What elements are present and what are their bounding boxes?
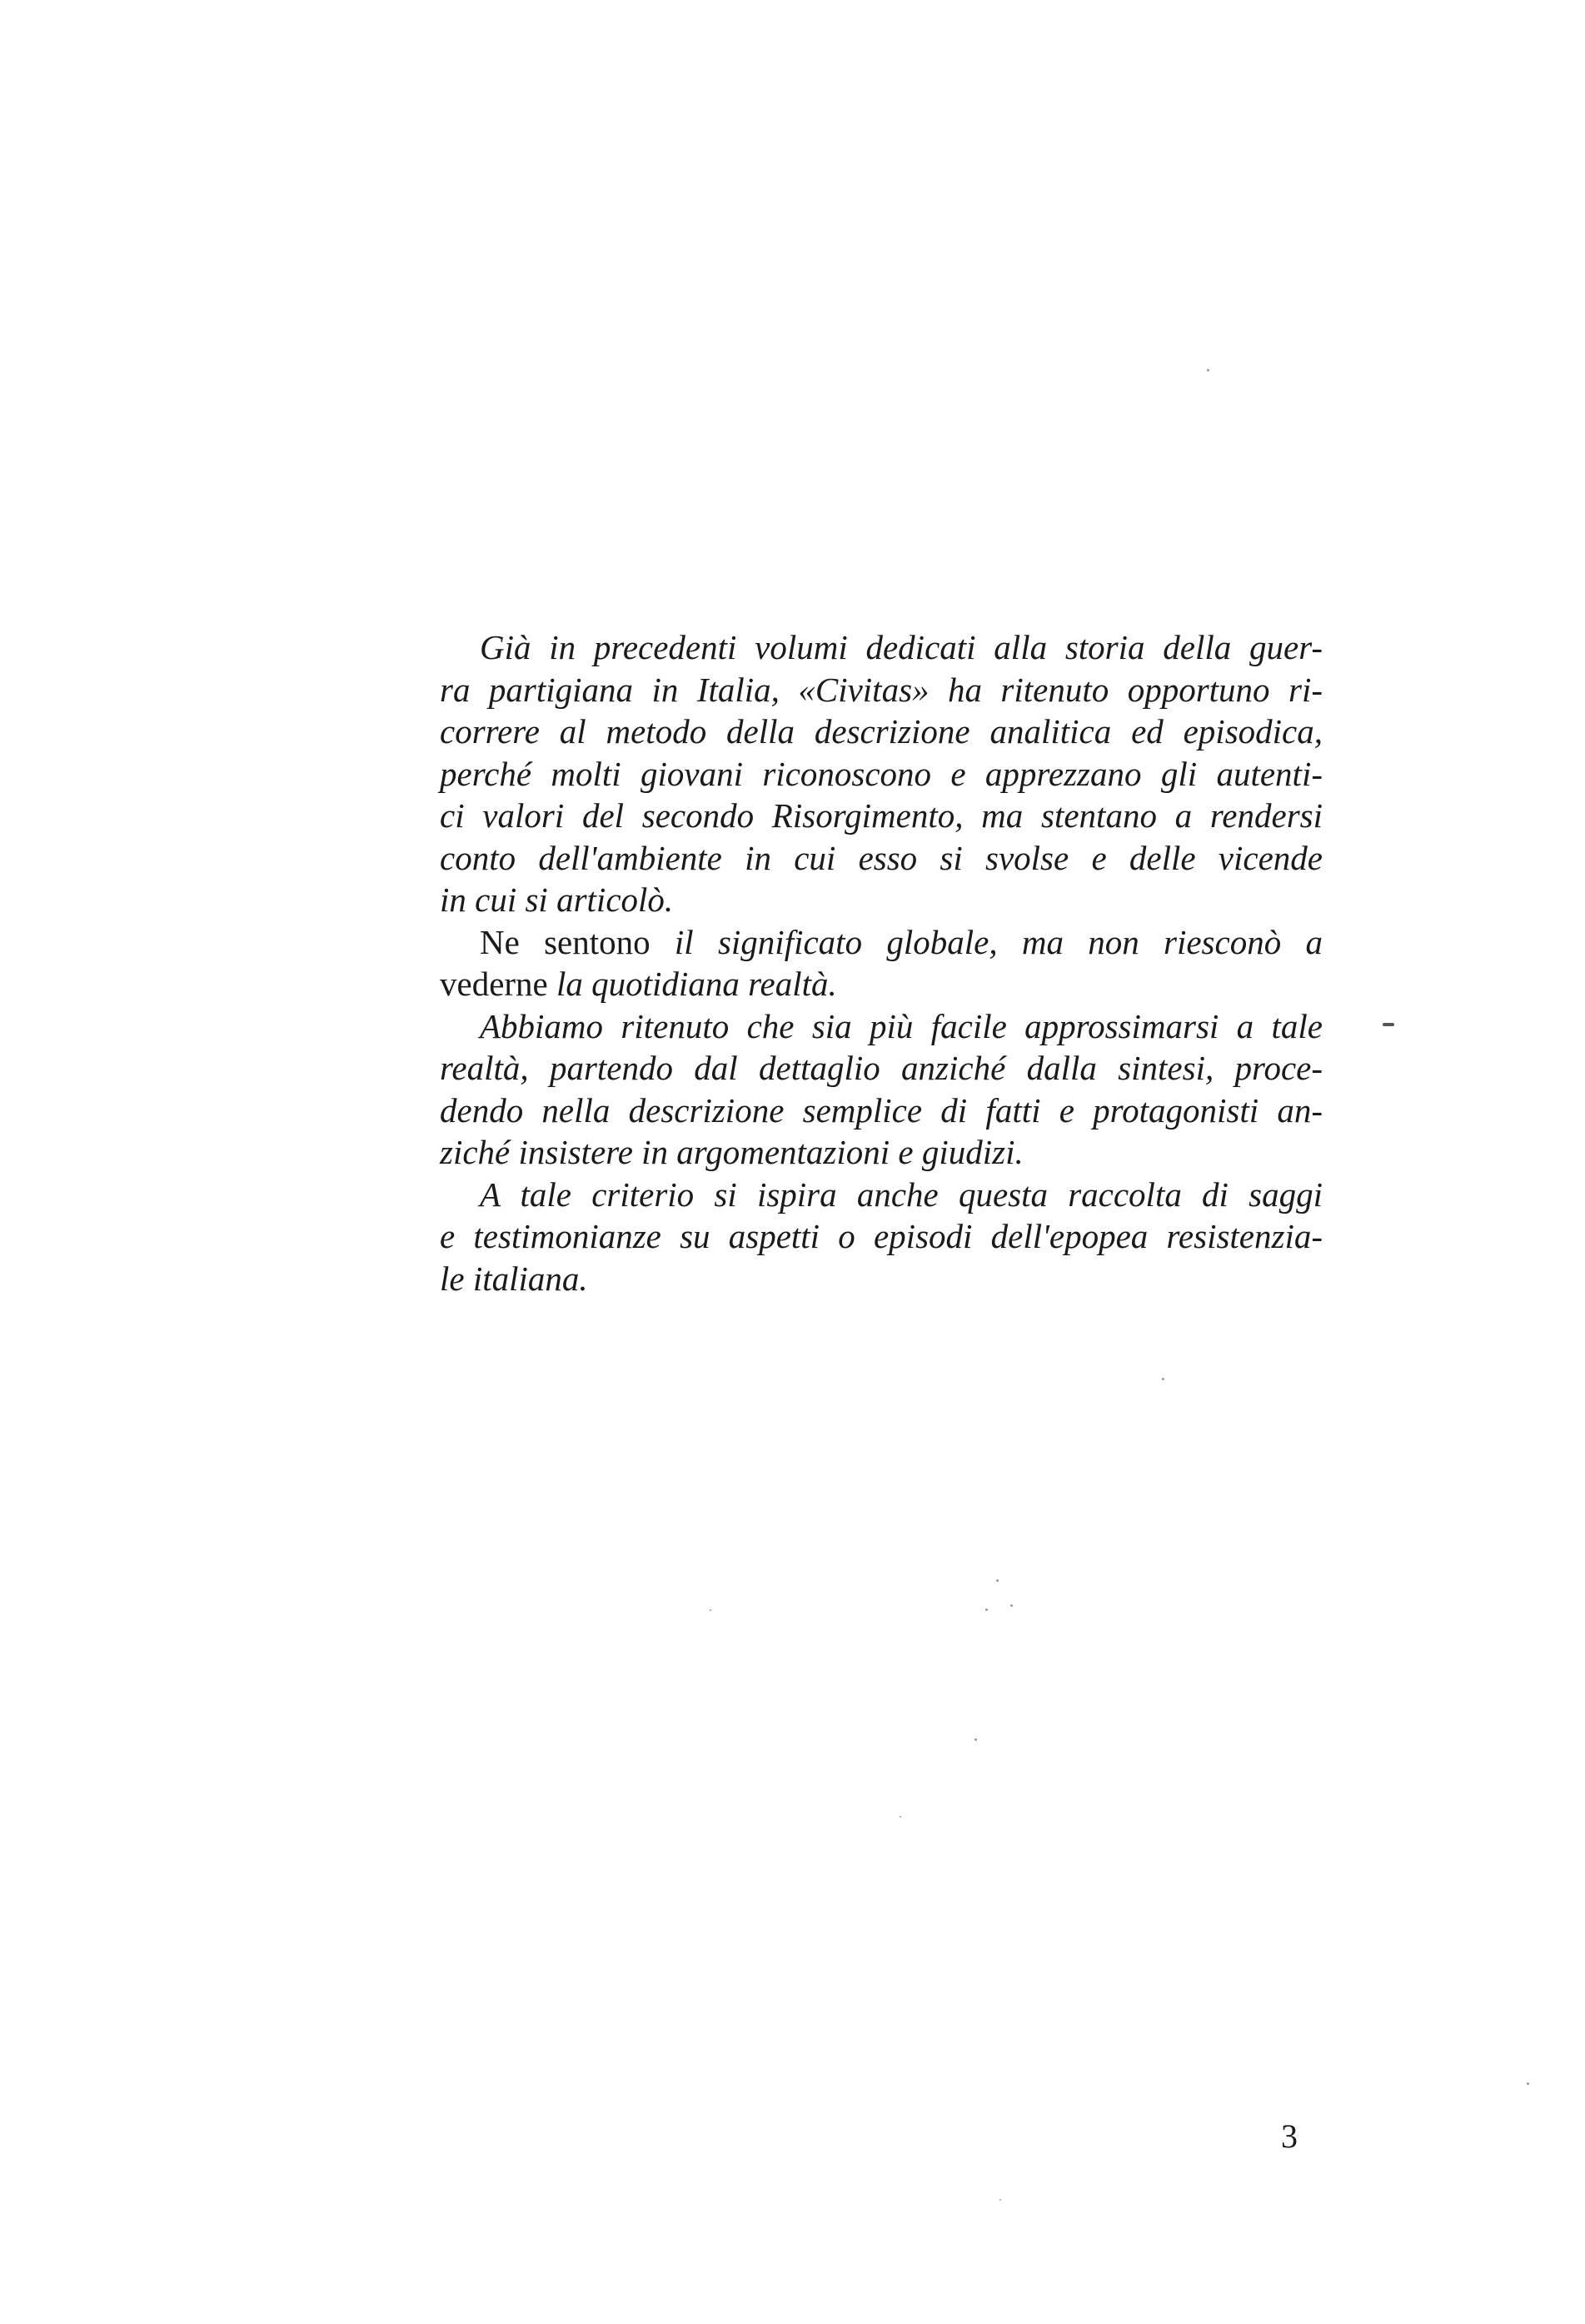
text-line bbox=[440, 1131, 1323, 1174]
text-line bbox=[440, 753, 1323, 795]
italic-run: correre al metodo della descrizione analitica ed episodica, bbox=[440, 712, 1323, 751]
scan-speck bbox=[974, 1738, 977, 1741]
italic-run: realtà, partendo dal dettaglio anziché dalla sintesi, proce- bbox=[440, 1049, 1323, 1087]
text-line bbox=[440, 1005, 1323, 1048]
page-number: 3 bbox=[1281, 2117, 1298, 2155]
italic-run: Già in precedenti volumi dedicati alla storia della guer- bbox=[480, 628, 1323, 666]
roman-run: Ne sentono bbox=[480, 922, 675, 961]
scan-speck bbox=[1383, 1023, 1394, 1026]
paragraph bbox=[440, 1005, 1323, 1174]
scan-speck bbox=[710, 1609, 711, 1611]
text-line bbox=[440, 1047, 1323, 1090]
text-line bbox=[440, 963, 1323, 1005]
text-line bbox=[440, 795, 1323, 837]
scan-speck bbox=[985, 1608, 988, 1611]
italic-run: il significato globale, ma non riesconò a bbox=[674, 922, 1323, 961]
italic-run: e testimonianze su aspetti o episodi dell'epopea resistenzia- bbox=[440, 1217, 1323, 1255]
italic-run: ziché insistere in argomentazioni e giudizi. bbox=[440, 1133, 1024, 1171]
italic-run: le italiana. bbox=[440, 1259, 588, 1298]
text-line bbox=[440, 837, 1323, 880]
italic-run: ra partigiana in Italia, «Civitas» ha ritenuto opportuno ri- bbox=[440, 670, 1323, 709]
text-line bbox=[440, 1215, 1323, 1258]
scan-speck bbox=[999, 2199, 1001, 2201]
paragraph bbox=[440, 626, 1323, 921]
text-line bbox=[440, 879, 1323, 921]
italic-run: dendo nella descrizione semplice di fatti e protagonisti an- bbox=[440, 1090, 1323, 1130]
text-line bbox=[440, 1174, 1323, 1216]
text-line bbox=[440, 626, 1323, 669]
italic-run: conto dell'ambiente in cui esso si svolse e delle vicende bbox=[440, 838, 1323, 877]
scan-speck bbox=[900, 1816, 901, 1818]
paragraph bbox=[440, 1174, 1323, 1300]
italic-run: la quotidiana realtà. bbox=[556, 965, 837, 1003]
text-line bbox=[440, 921, 1323, 964]
scan-speck bbox=[1207, 369, 1209, 372]
text-line bbox=[440, 669, 1323, 711]
scan-speck bbox=[1527, 2082, 1529, 2085]
italic-run: A tale criterio si ispira anche questa raccolta di saggi bbox=[480, 1174, 1323, 1214]
italic-run: in cui si articolò. bbox=[440, 880, 674, 919]
scan-speck bbox=[1010, 1604, 1013, 1607]
italic-run: ci valori del secondo Risorgimento, ma stentano a rendersi bbox=[440, 796, 1323, 835]
text-line bbox=[440, 1258, 1323, 1300]
scan-speck bbox=[996, 1579, 999, 1582]
text-line bbox=[440, 1090, 1323, 1132]
body-text bbox=[440, 626, 1323, 1299]
scan-speck bbox=[1162, 1378, 1164, 1380]
italic-run: Abbiamo ritenuto che sia più facile approssimarsi a tale bbox=[480, 1006, 1323, 1045]
roman-run: vederne bbox=[440, 965, 556, 1003]
text-line bbox=[440, 711, 1323, 753]
paragraph bbox=[440, 921, 1323, 1005]
italic-run: perché molti giovani riconoscono e apprezzano gli autenti- bbox=[440, 754, 1323, 793]
